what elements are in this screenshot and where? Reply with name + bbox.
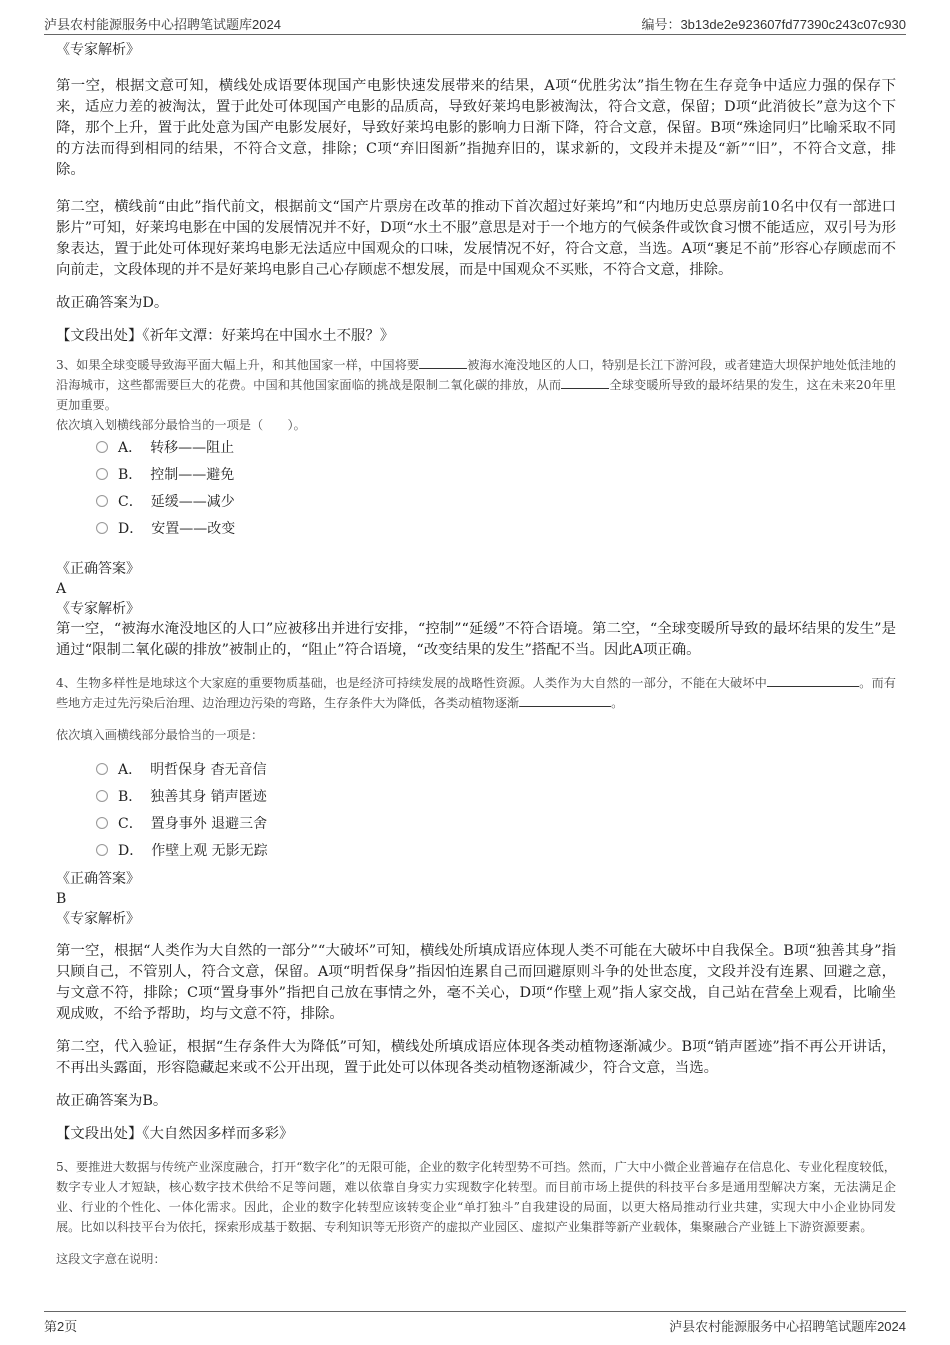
q4-blank-1 xyxy=(767,674,859,687)
option-text: 安置——改变 xyxy=(151,521,236,537)
option-text: 置身事外 退避三舍 xyxy=(150,816,268,832)
header-serial: 编号：3b13de2e923607fd77390c243c07c930 xyxy=(641,17,906,32)
prev-source: 【文段出处】《祈年文潭：好莱坞在中国水土不服？》 xyxy=(56,328,395,344)
question-3-options xyxy=(96,435,896,543)
option-text: 控制——避免 xyxy=(150,467,235,483)
q4-stem-part-1: 4、生物多样性是地球这个大家庭的重要物质基础，也是经济可持续发展的战略性资源。人类作为大自然的一部分，不能在大破坏中 xyxy=(56,676,767,690)
option-key: D． xyxy=(118,521,144,537)
prev-answer: 故正确答案为D。 xyxy=(56,295,169,311)
q4-stem-part-2: 。而有些地方走过先污染后治理、边治理边污染的弯路，生存条件大为降低，各类动植物逐渐 xyxy=(56,676,896,710)
radio-icon[interactable] xyxy=(96,441,108,453)
prev-analysis-paragraph-2: 第二空，横线前“由此”指代前文，根据前文“国产片票房在改革的推动下首次超过好莱坞”和“内地历史总票房前10名中仅有一部进口影片”可知，好莱坞电影在中国的发展情况并不好，D项“水土不服”意思是对于一个地方的气候条件或饮食习惯不能适应，双引号为形象表达，置于此处可体现好莱坞电影无法适应中国观众的口味，发展情况不好，符合文意，当选。A项“裹足不前”形容心存顾虑而不向前走，文段体现的并不是好莱坞电影自己心存顾虑不想发展，而是中国观众不买账，不符合文意，排除。 xyxy=(56,199,896,278)
q4-option-d[interactable] xyxy=(96,838,896,865)
option-key: D． xyxy=(118,843,144,859)
q3-blank-2 xyxy=(561,376,609,389)
q3-analysis: 第一空，“被海水淹没地区的人口”应被移出并进行安排，“控制”“延缓”不符合语境。第二空，“全球变暖所导致的最坏结果的发生”是通过“限制二氧化碳的排放”被制止的，“阻止”符合语境，“改变结果的发生”搭配不当。因此A项正确。 xyxy=(56,621,896,658)
radio-icon[interactable] xyxy=(96,495,108,507)
q4-option-c[interactable] xyxy=(96,811,896,838)
q3-option-a[interactable] xyxy=(96,435,896,462)
radio-icon[interactable] xyxy=(96,790,108,802)
q4-answer-label: 《正确答案》 xyxy=(56,871,140,887)
footer-divider xyxy=(44,1311,906,1312)
q4-answer-text: 故正确答案为B。 xyxy=(56,1093,168,1109)
q3-answer: A xyxy=(56,581,67,597)
q3-blank-1 xyxy=(419,356,467,369)
option-text: 延缓——减少 xyxy=(150,494,235,510)
question-5-prompt: 这段文字意在说明： xyxy=(56,1252,166,1266)
footer-title: 泸县农村能源服务中心招聘笔试题库2024 xyxy=(669,1319,906,1334)
q4-analysis-paragraph-1: 第一空，根据“人类作为大自然的一部分”“大破坏”可知，横线处所填成语应体现人类不可能在大破坏中自我保全。B项“独善其身”指只顾自己，不管别人，符合文意，保留。A项“明哲保身”指因怕连累自己而回避原则斗争的处世态度，文段并没有连累、回避之意，与文意不符，排除；C项“置身事外”指把自己放在事情之外，毫不关心，D项“作壁上观”指人家交战，自己站在营垒上观看，比喻坐观成败，不给予帮助，均与文意不符，排除。 xyxy=(56,943,896,1022)
option-key: A． xyxy=(118,440,143,456)
q4-analysis-paragraph-2: 第二空，代入验证，根据“生存条件大为降低”可知，横线处所填成语应体现各类动植物逐渐减少。B项“销声匿迹”指不再公开讲话，不再出头露面，形容隐藏起来或不公开出现，置于此处可以体现各类动植物逐渐减少，符合文意，当选。 xyxy=(56,1039,896,1076)
q3-stem-part-1: 3、如果全球变暖导致海平面大幅上升，和其他国家一样，中国将要 xyxy=(56,358,420,372)
prev-analysis-paragraph-1: 第一空，根据文意可知，横线处成语要体现国产电影快速发展带来的结果，A项“优胜劣汰”指生物在生存竞争中适应力强的保存下来，适应力差的被淘汰，置于此处可体现国产电影的品质高，导致好莱坞电影被淘汰，符合文意，保留；D项“此消彼长”意为这个下降，那个上升，置于此处意为国产电影发展好，导致好莱坞电影的影响力日渐下降，符合文意，保留。B项“殊途同归”比喻采取不同的方法而得到相同的结果，不符合文意，排除；C项“弃旧图新”指抛弃旧的，谋求新的，文段并未提及“新”“旧”，不符合文意，排除。 xyxy=(56,78,896,178)
q3-stem-part-3: 全球变暖所导致的最坏结果的发生，这在未来20年里更加重要。 xyxy=(56,378,896,412)
q3-option-c[interactable] xyxy=(96,489,896,516)
header-title: 泸县农村能源服务中心招聘笔试题库2024 xyxy=(44,17,281,32)
option-text: 明哲保身 杳无音信 xyxy=(150,762,267,778)
question-3-prompt: 依次填入划横线部分最恰当的一项是（ ）。 xyxy=(56,418,306,432)
page-content xyxy=(56,40,896,1269)
option-key: C． xyxy=(118,816,143,832)
question-4-options xyxy=(96,757,896,865)
page-header xyxy=(44,14,906,34)
q4-stem-part-3: 。 xyxy=(611,696,624,710)
option-key: B． xyxy=(118,467,143,483)
prev-analysis-label: 《专家解析》 xyxy=(56,42,140,58)
radio-icon[interactable] xyxy=(96,468,108,480)
option-key: C． xyxy=(118,494,143,510)
header-divider xyxy=(44,34,906,35)
q3-stem-part-2: 被海水淹没地区的人口，特别是长江下游河段，或者建造大坝保护地处低洼地的沿海城市，这些都需要巨大的花费。中国和其他国家面临的挑战是限制二氧化碳的排放，从而 xyxy=(56,358,896,392)
radio-icon[interactable] xyxy=(96,844,108,856)
option-key: B． xyxy=(118,789,143,805)
option-text: 转移——阻止 xyxy=(150,440,235,456)
question-4-prompt: 依次填入画横线部分最恰当的一项是： xyxy=(56,728,264,742)
question-3-stem xyxy=(56,355,896,415)
question-4-stem xyxy=(56,673,896,713)
q3-option-b[interactable] xyxy=(96,462,896,489)
q4-option-b[interactable] xyxy=(96,784,896,811)
option-text: 作壁上观 无影无踪 xyxy=(151,843,268,859)
page-footer xyxy=(44,1316,906,1336)
radio-icon[interactable] xyxy=(96,763,108,775)
radio-icon[interactable] xyxy=(96,817,108,829)
footer-page-number: 第2页 xyxy=(44,1319,78,1334)
question-5-stem: 5、要推进大数据与传统产业深度融合，打开“数字化”的无限可能，企业的数字化转型势不可挡。然而，广大中小微企业普遍存在信息化、专业化程度较低，数字专业人才短缺，核心数字技术供给不足等问题，难以依靠自身实力实现数字化转型。而目前市场上提供的科技平台多是通用型解决方案，无法满足企业、行业的个性化、一体化需求。因此，企业的数字化转型应该转变企业“单打独斗”自我建设的局面，以更大格局推动行业共建，实现大中小企业协同发展。比如以科技平台为依托，探索形成基于数据、专利知识等无形资产的虚拟产业园区、虚拟产业集群等新产业载体，集聚融合产业链上下游资源要素。 xyxy=(56,1160,896,1234)
q3-option-d[interactable] xyxy=(96,516,896,543)
option-key: A． xyxy=(118,762,143,778)
option-text: 独善其身 销声匿迹 xyxy=(150,789,267,805)
q3-analysis-label: 《专家解析》 xyxy=(56,601,140,617)
q4-option-a[interactable] xyxy=(96,757,896,784)
q4-analysis-label: 《专家解析》 xyxy=(56,911,140,927)
q4-blank-2 xyxy=(519,694,611,707)
radio-icon[interactable] xyxy=(96,522,108,534)
q4-source: 【文段出处】《大自然因多样而多彩》 xyxy=(56,1126,294,1142)
q3-answer-label: 《正确答案》 xyxy=(56,561,140,577)
q4-answer: B xyxy=(56,891,67,907)
